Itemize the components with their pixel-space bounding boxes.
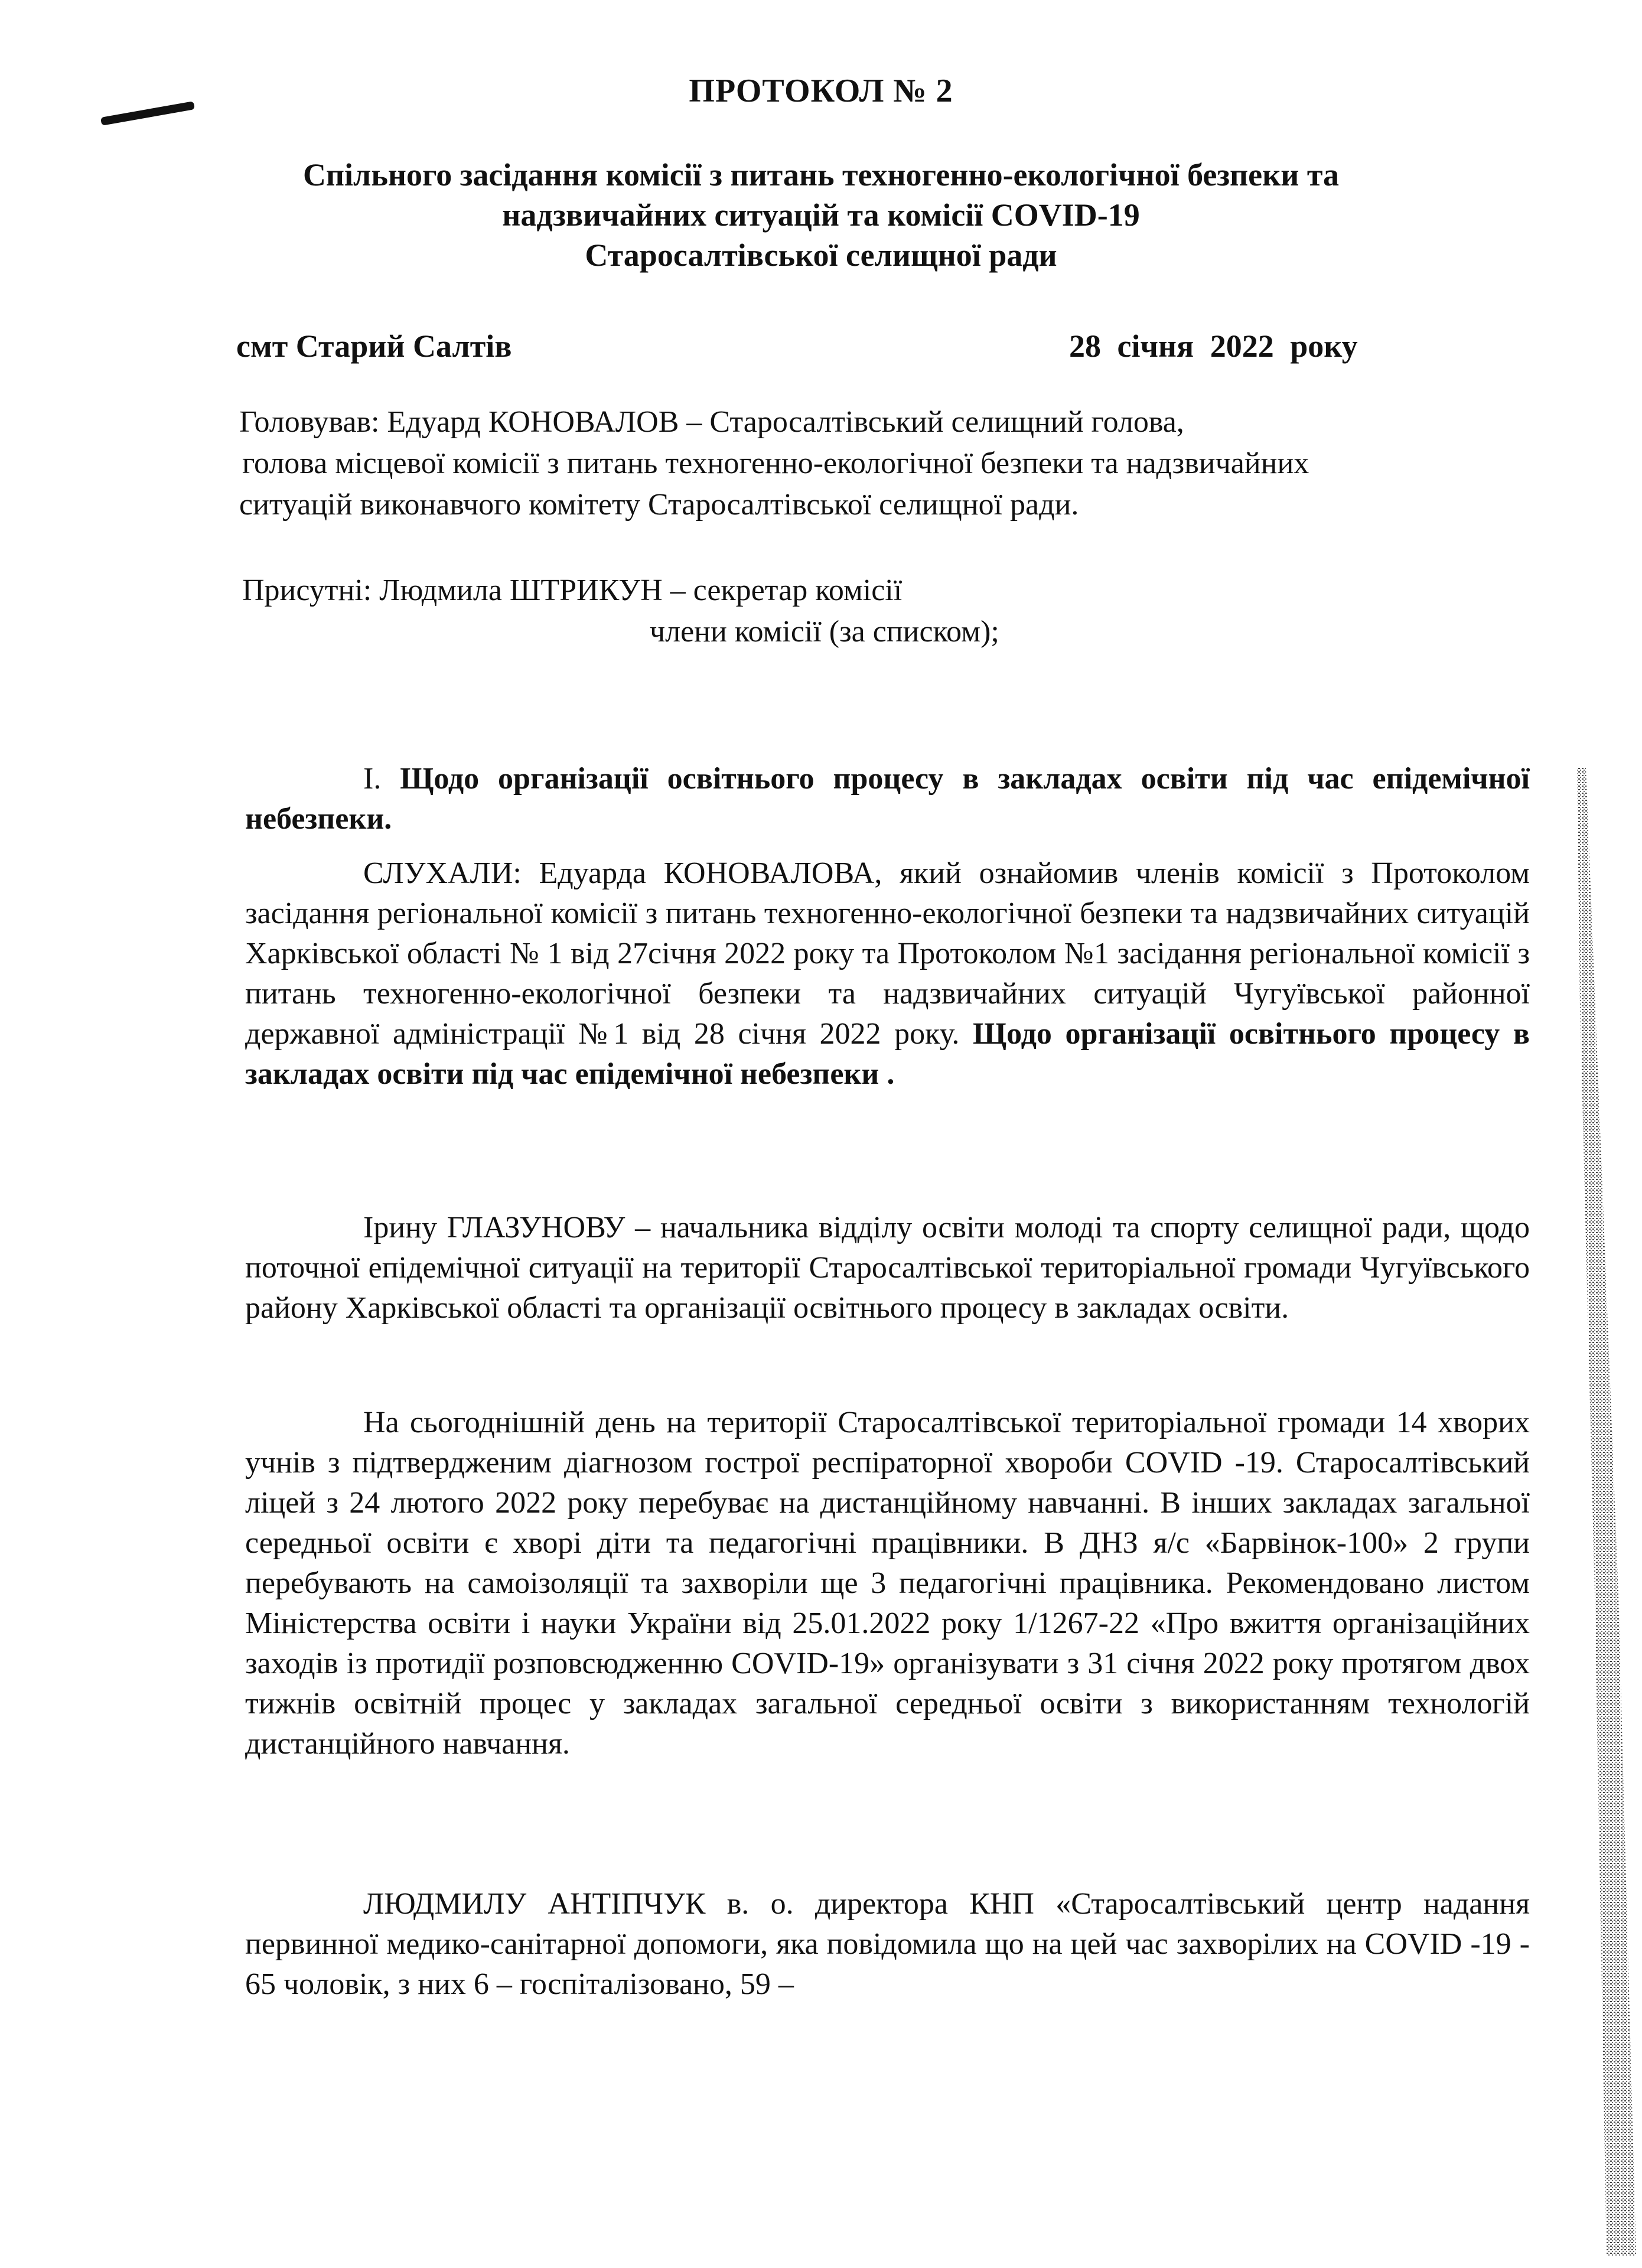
antipchuk-paragraph: ЛЮДМИЛУ АНТІПЧУК в. о. директора КНП «Старосалтівський центр надання первинної медико-санітарної допомоги, яка повідомила що на цей час захворілих на COVID -19 - 65 чоловік, з них 6 – госпіталізовано, 59 – (245, 1887, 1530, 2001)
chairperson-block (239, 402, 1562, 526)
heard-text: СЛУХАЛИ: Едуарда КОНОВАЛОВА, який ознайомив членів комісії з Протоколом засідання регіональної комісії з питань техногенно-екологічної безпеки та надзвичайних ситуацій Харківської області № 1 від 27січня 2022 року та Протоколом №1 засідання регіональної комісії з питань техногенно-екологічної безпеки та надзвичайних ситуацій Чугуївської районної державної адміністрації №1 від 28 січня 2022 року. (245, 856, 1530, 1051)
heard-paragraph (245, 853, 1530, 1094)
meeting-place: смт Старий Салтів (236, 328, 512, 364)
meeting-date: 28 січня 2022 року (1069, 328, 1358, 364)
attendees-line: члени комісії (за списком); (650, 615, 999, 649)
subtitle-line: Спільного засідання комісії з питань техногенно-екологічної безпеки та (302, 157, 1340, 193)
section-number: І. (363, 762, 382, 796)
subtitle-line: надзвичайних ситуацій та комісії COVID-19 (502, 197, 1140, 233)
current-situation-paragraph: На сьогоднішній день на території Старосалтівської територіальної громади 14 хворих учнів з підтвердженим діагнозом гострої респіраторної хвороби COVID -19. Старосалтівський ліцей з 24 лютого 2022 року перебуває на дистанційному навчанні. В інших закладах загальної середньої освіти є хворі діти та педагогічні працівники. В ДНЗ я/с «Барвінок-100» 2 групи перебувають на самоізоляції та захворіли ще 3 педагогічні працівника. Рекомендовано листом Міністерства освіти і науки України від 25.01.2022 року 1/1267-22 «Про вжиття організаційних заходів із протидії розповсюдженню COVID-19» організувати з 31 січня 2022 року протягом двох тижнів освітній процес у закладах загальної середньої освіти з використанням технологій дистанційного навчання. (245, 1406, 1530, 1761)
chair-line: Головував: Едуард КОНОВАЛОВ – Старосалтівський селищний голова, (239, 405, 1184, 439)
glazunova-paragraph: Ірину ГЛАЗУНОВУ – начальника відділу освіти молоді та спорту селищної ради, щодо поточної епідемічної ситуації на території Старосалтівської територіальної громади Чугуївського району Харківської області та організації освітнього процесу в закладах освіти. (245, 1211, 1530, 1325)
chair-line: ситуацій виконавчого комітету Старосалтівської селищної ради. (239, 488, 1079, 522)
section-1-heading (245, 759, 1530, 839)
protocol-title: ПРОТОКОЛ № 2 (689, 73, 953, 109)
heard-bold-text: Щодо організації освітнього процесу в закладах освіти під час епідемічної небезпеки . (245, 1017, 1530, 1091)
attendees-line: Присутні: Людмила ШТРИКУН – секретар комісії (242, 573, 903, 607)
protocol-subtitle (177, 155, 1465, 275)
scan-edge-artifact (1571, 768, 1642, 2268)
attendees-block (242, 570, 1246, 653)
subtitle-line: Старосалтівської селищної ради (585, 237, 1057, 273)
section-title: Щодо організації освітнього процесу в закладах освіти під час епідемічної небезпеки. (245, 762, 1530, 836)
chair-line: голова місцевої комісії з питань техногенно-екологічної безпеки та надзвичайних (242, 447, 1309, 480)
